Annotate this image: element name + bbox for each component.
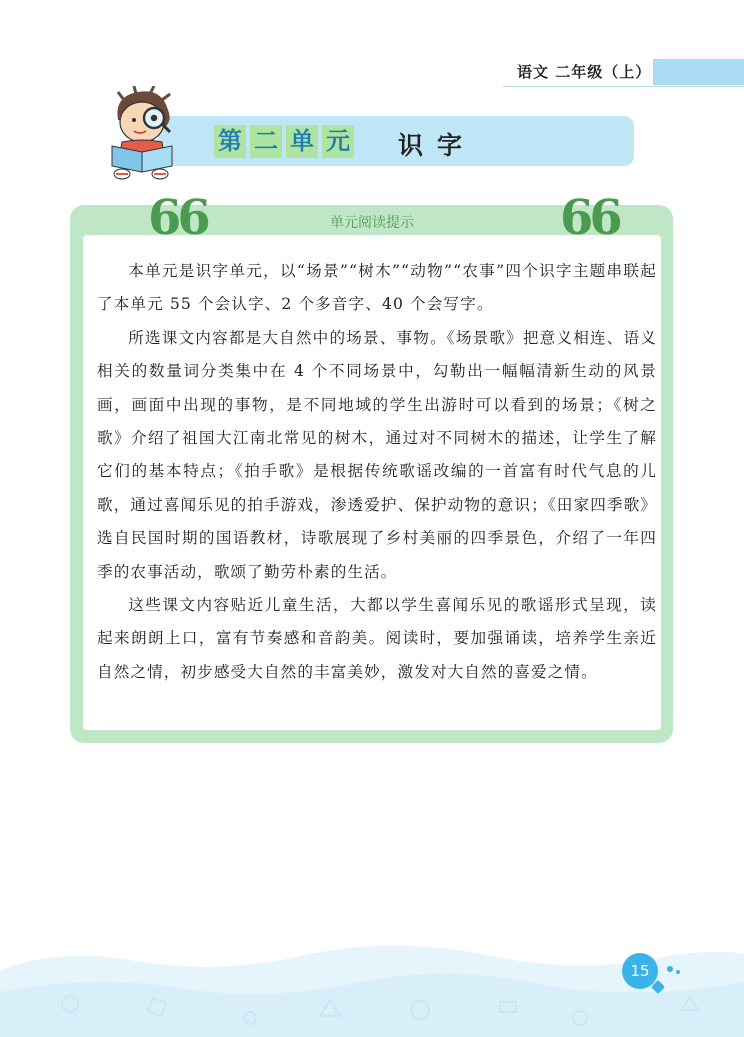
page-number: 15 [622,953,658,989]
open-quote-icon: 66 [148,190,207,246]
unit-label-char: 第 [214,125,246,158]
header-divider [503,86,744,87]
tips-paragraph: 这些课文内容贴近儿童生活，大都以学生喜闻乐见的歌谣形式呈现，读起来朗朗上口，富有节奏感和音韵美。阅读时，要加强诵读，培养学生亲近自然之情，初步感受大自然的丰富美妙，激发对大自然的喜爱之情。 [97,596,657,681]
decor-dot-icon [676,970,680,974]
subject-grade-label: 语文 二年级（上） [517,63,652,81]
header-color-bar [653,59,744,85]
reading-tips-body [97,255,657,689]
unit-title: 识字 [398,131,477,160]
reading-child-mascot-icon [104,86,184,184]
decor-dot-icon [667,966,673,972]
reading-tips-title: 单元阅读提示 [330,215,414,231]
header-tab [503,57,744,87]
unit-label-char: 单 [286,125,318,158]
tips-paragraph: 所选课文内容都是大自然中的场景、事物。《场景歌》把意义相连、语义相关的数量词分类集中在 4 个不同场景中，勾勒出一幅幅清新生动的风景画，画面中出现的事物，是不同地域的学生出游时可以看到的场景；《树之歌》介绍了祖国大江南北常见的树木，通过对不同树木的描述，让学生了解它们的基本特点；《拍手歌》是根据传统歌谣改编的一首富有时代气息的儿歌，通过喜闻乐见的拍手游戏，渗透爱护、保护动物的意识；《田家四季歌》选自民国时期的国语教材，诗歌展现了乡村美丽的四季景色，介绍了一年四季的农事活动，歌颂了勤劳朴素的生活。 [97,328,657,581]
unit-label-char: 二 [250,125,282,158]
unit-label [214,125,354,158]
unit-label-char: 元 [322,125,354,158]
tips-paragraph: 本单元是识字单元，以“场景”“树木”“动物”“农事”四个识字主题串联起了本单元 55 个会认字、2 个多音字、40 个会写字。 [97,262,657,314]
close-quote-icon: 66 [560,190,619,246]
